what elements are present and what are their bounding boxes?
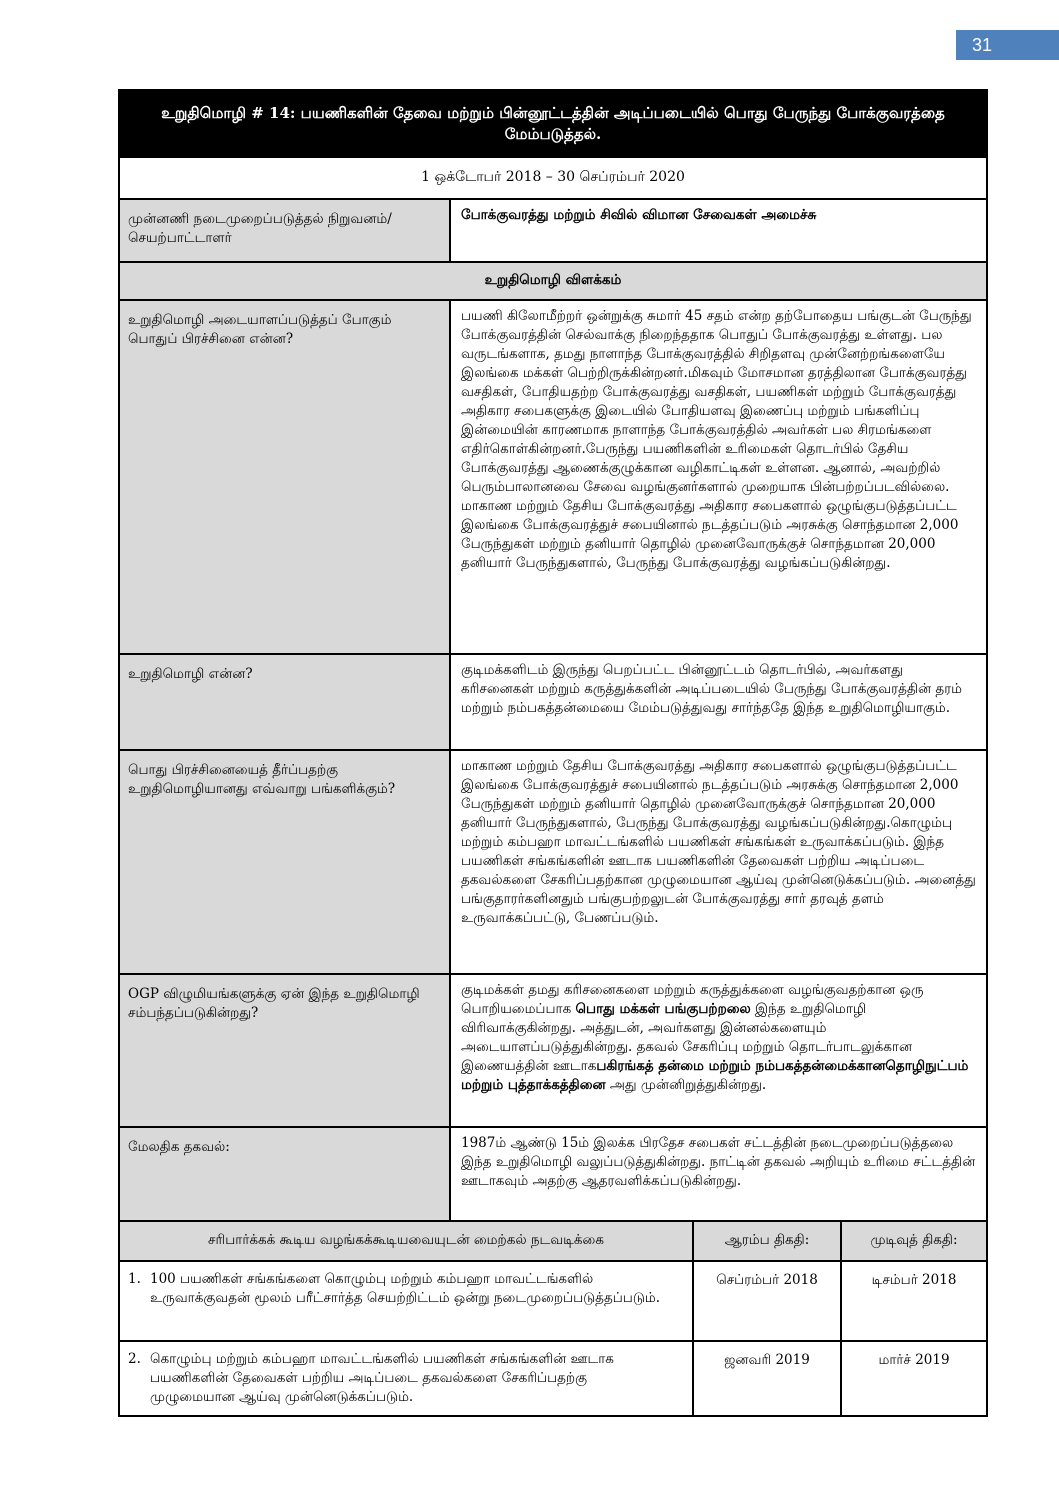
additional-info-label: மேலதிக தகவல்: — [119, 1127, 450, 1221]
lead-agency-label: முன்னணி நடைமுறைப்படுத்தல் நிறுவனம்/செயற்பாட்டாளர் — [119, 199, 450, 262]
milestone-activity — [119, 1261, 693, 1341]
milestone-number: 1. — [128, 1271, 141, 1287]
milestone-start: ஜனவரி 2019 — [693, 1341, 841, 1416]
milestone-start-header: ஆரம்ப திகதி: — [693, 1221, 841, 1261]
contribution-label: பொது பிரச்சினையைத் தீர்ப்பதற்கு உறுதிமொழியானது எவ்வாறு பங்களிக்கும்? — [119, 750, 450, 974]
problem-text: பயணி கிலோமீற்றர் ஒன்றுக்கு சுமார் 45 சதம் என்ற தற்போதைய பங்குடன் பேருந்து போக்குவரத்தின் செல்வாக்கு நிறைந்ததாக பொதுப் போக்குவரத்து உள்ளது. பல வருடங்களாக, தமது நாளாந்த போக்குவரத்தில் சிறிதளவு முன்னேற்றங்களையே இலங்கை மக்கள் பெற்றிருக்கின்றனர்.மிகவும் மோசமான தரத்திலான போக்குவரத்து வசதிகள், போதியதற்ற போக்குவரத்து வசதிகள், பயணிகள் மற்றும் போக்குவரத்து அதிகார சபைகளுக்கு இடையில் போதியளவு இணைப்பு மற்றும் பங்களிப்பு இன்மையின் காரணமாக நாளாந்த போக்குவரத்தில் அவர்கள் பல சிரமங்களை எதிர்கொள்கின்றனர்.பேருந்து பயணிகளின் உரிமைகள் தொடர்பில் தேசிய போக்குவரத்து ஆணைக்குழுக்கான வழிகாட்டிகள் உள்ளன. ஆனால், அவற்றில் பெரும்பாலானவை சேவை வழங்குனர்களால் முறையாக பின்பற்றப்படவில்லை. — [461, 308, 972, 495]
ogp-text-c: இந்த உறுதிமொழி விரிவாக்குகின்றது. அத்துடன், அவர்களது இன்னல்களையும் அடையாளப்படுத்துகின்றது. தகவல் சேகரிப்பு மற்றும் தொடர்பாடலுக்கான இணையத்தின் ஊடாக — [461, 1001, 913, 1074]
ogp-text-b: பொது மக்கள் பங்குபற்றலை — [575, 1001, 751, 1017]
page-number: 31 — [956, 30, 1059, 60]
milestone-activity-header: சரிபார்க்கக் கூடிய வழங்கக்கூடியவையுடன் மைற்கல் நடவடிக்கை — [119, 1221, 693, 1261]
additional-info-value: 1987ம் ஆண்டு 15ம் இலக்க பிரதேச சபைகள் சட்டத்தின் நடைமுறைப்படுத்தலை இந்த உறுதிமொழி வலுப்படுத்துகின்றது. நாட்டின் தகவல் அறியும் உரிமை சட்டத்தின் ஊடாகவும் அதற்கு ஆதரவளிக்கப்படுகின்றது. — [450, 1127, 987, 1221]
milestone-row — [119, 1261, 987, 1341]
ogp-relevance-value — [450, 974, 987, 1127]
milestone-end-header: முடிவுத் திகதி: — [841, 1221, 987, 1261]
commitment-label: உறுதிமொழி என்ன? — [119, 654, 450, 750]
commitment-period: 1 ஒக்டோபர் 2018 – 30 செப்ரம்பர் 2020 — [119, 157, 987, 199]
problem-text-2: மாகாண மற்றும் தேசிய போக்குவரத்து அதிகார சபைகளால் ஒழுங்குபடுத்தப்பட்ட இலங்கை போக்குவரத்துச் சபையினால் நடத்தப்படும் அரசுக்கு சொந்தமான 2,000 பேருந்துகள் மற்றும் தனியார் தொழில் முனைவோருக்குச் சொந்தமான 20,000 தனியார் பேருந்துகளால், பேருந்து போக்குவரத்து வழங்கப்படுகின்றது. — [461, 498, 959, 571]
problem-label: உறுதிமொழி அடையாளப்படுத்தப் போகும் பொதுப் பிரச்சினை என்ன? — [119, 300, 450, 654]
commitment-table — [118, 89, 988, 1417]
section-title: உறுதிமொழி விளக்கம் — [119, 262, 987, 300]
ogp-relevance-label: OGP விழுமியங்களுக்கு ஏன் இந்த உறுதிமொழி சம்பந்தப்படுகின்றது? — [119, 974, 450, 1127]
milestone-text: கொழும்பு மற்றும் கம்பஹா மாவட்டங்களில் பயணிகள் சங்கங்களின் ஊடாக பயணிகளின் தேவைகள் பற்றிய அடிப்படை தகவல்களை சேகரிப்பதற்கு முழுமையான ஆய்வு முன்னெடுக்கப்படும். — [150, 1351, 614, 1405]
lead-agency-value: போக்குவரத்து மற்றும் சிவில் விமான சேவைகள் அமைச்சு — [450, 199, 987, 262]
milestone-end: மார்ச் 2019 — [841, 1341, 987, 1416]
ogp-text-a: குடிமக்கள் தமது கரிசனைகளை மற்றும் கருத்துக்களை வழங்குவதற்கான ஒரு பொறியமைப்பாக — [461, 982, 924, 1017]
milestone-row — [119, 1341, 987, 1416]
contribution-value: மாகாண மற்றும் தேசிய போக்குவரத்து அதிகார சபைகளால் ஒழுங்குபடுத்தப்பட்ட இலங்கை போக்குவரத்துச் சபையினால் நடத்தப்படும் அரசுக்கு சொந்தமான 2,000 பேருந்துகள் மற்றும் தனியார் தொழில் முனைவோருக்குச் சொந்தமான 20,000 தனியார் பேருந்துகளால், பேருந்து போக்குவரத்து வழங்கப்படுகின்றது.கொழும்பு மற்றும் கம்பஹா மாவட்டங்களில் பயணிகள் சங்கங்கள் உருவாக்கப்படும். இந்த பயணிகள் சங்கங்களின் ஊடாக பயணிகளின் தேவைகள் பற்றிய அடிப்படை தகவல்களை சேகரிப்பதற்கான முழுமையான ஆய்வு முன்னெடுக்கப்படும். அனைத்து பங்குதாரர்களினதும் பங்குபற்றலுடன் போக்குவரத்து சார் தரவுத் தளம் உருவாக்கப்பட்டு, பேணப்படும். — [450, 750, 987, 974]
commitment-title: உறுதிமொழி # 14: பயணிகளின் தேவை மற்றும் பின்னூட்டத்தின் அடிப்படையில் பொது பேருந்து போக்குவரத்தை மேம்படுத்தல். — [119, 90, 987, 157]
commitment-value: குடிமக்களிடம் இருந்து பெறப்பட்ட பின்னூட்டம் தொடர்பில், அவர்களது கரிசனைகள் மற்றும் கருத்துக்களின் அடிப்படையில் பேருந்து போக்குவரத்தின் தரம் மற்றும் நம்பகத்தன்மையை மேம்படுத்துவது சார்ந்ததே இந்த உறுதிமொழியாகும். — [450, 654, 987, 750]
problem-value — [450, 300, 987, 654]
milestone-number: 2. — [128, 1351, 141, 1367]
milestone-text: 100 பயணிகள் சங்கங்களை கொழும்பு மற்றும் கம்பஹா மாவட்டங்களில் உருவாக்குவதன் மூலம் பரீட்சார்த்த செயற்றிட்டம் ஒன்று நடைமுறைப்படுத்தப்படும். — [150, 1271, 661, 1306]
ogp-text-e: அது முன்னிறுத்துகின்றது. — [605, 1077, 767, 1093]
milestone-end: டிசம்பர் 2018 — [841, 1261, 987, 1341]
milestone-activity — [119, 1341, 693, 1416]
milestone-start: செப்ரம்பர் 2018 — [693, 1261, 841, 1341]
ogp-text-d: பகிரங்கத் தன்மை மற்றும் நம்பகத்தன்மைக்கானதொழிநுட்பம் மற்றும் புத்தாக்கத்தினை — [461, 1058, 969, 1093]
